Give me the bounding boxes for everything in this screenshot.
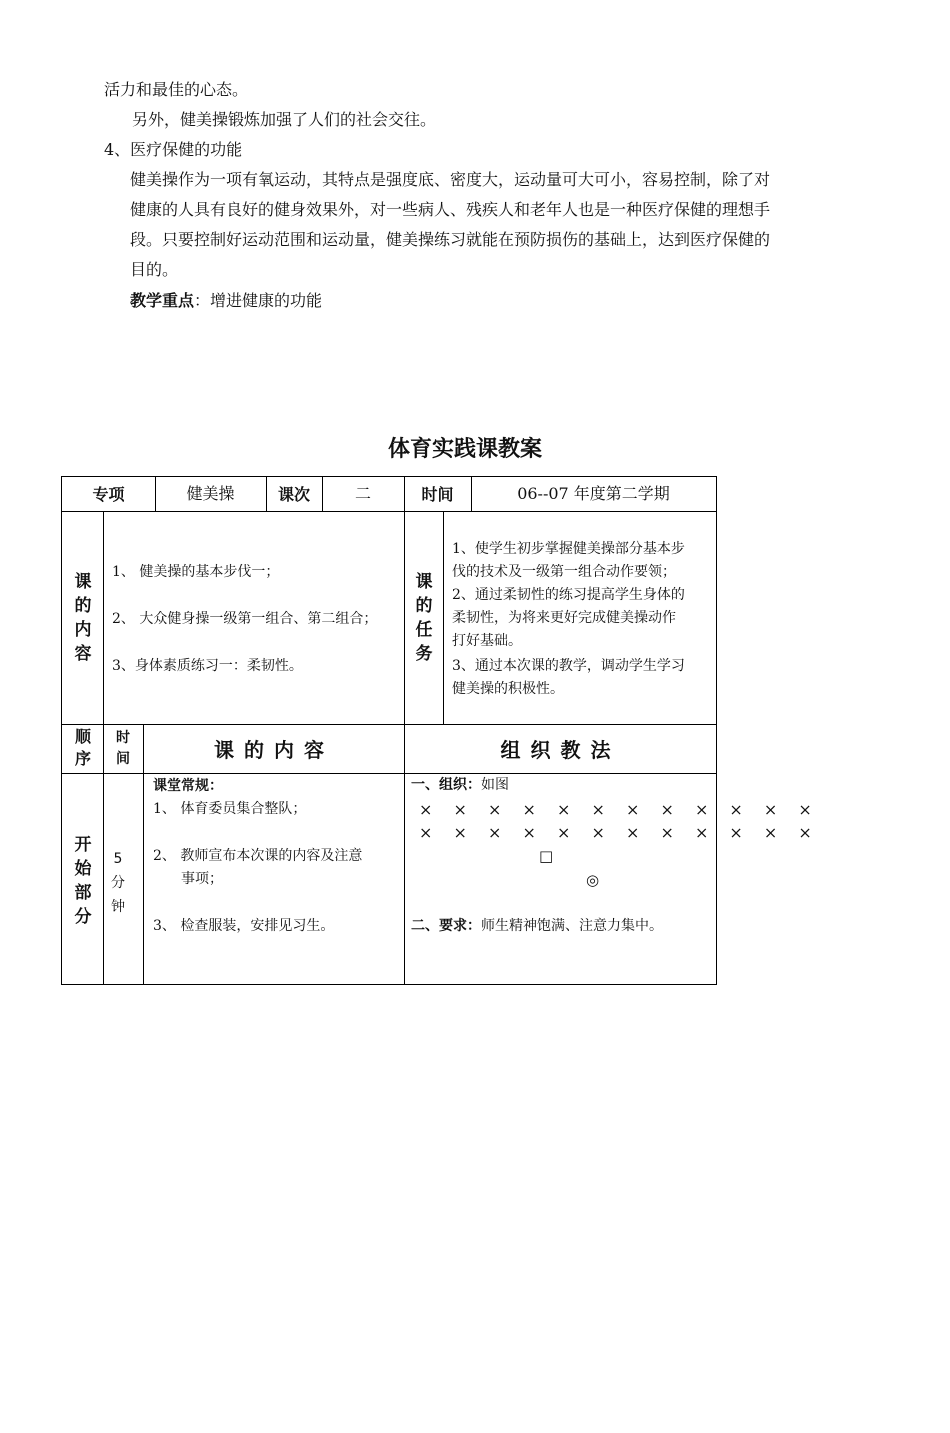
teacher-position-icon: □ (539, 847, 554, 865)
method-header: 组织教法 (500, 738, 621, 762)
organization-text: 如图 (481, 777, 509, 793)
paragraph-line: 健康的人具有良好的健身效果外，对一些病人、残疾人和老年人也是一种医疗保健的理想手 (130, 200, 771, 219)
task-line: 1、使学生初步掌握健美操部分基本步 (452, 541, 685, 557)
row-divider (62, 511, 716, 512)
row-divider (62, 773, 716, 774)
lesson-task-label: 课 的 任 务 (415, 572, 433, 664)
lesson-plan-table (61, 476, 820, 985)
routine-item: 1、 体育委员集合整队； (153, 801, 307, 817)
content-item: 2、 大众健身操一级第一组合、第二组合； (112, 611, 378, 627)
formation-row: × × × × × × × × × × × × (419, 823, 820, 842)
marker-icon: ◎ (586, 871, 600, 889)
start-section-label: 开 始 部 分 (74, 835, 92, 927)
requirement (411, 915, 663, 938)
task-line: 健美操的积极性。 (452, 681, 564, 697)
order-header: 顺 序 (74, 727, 91, 768)
page-title: 体育实践课教案 (387, 437, 542, 462)
teaching-focus (130, 291, 322, 311)
teaching-focus-label: 教学重点 (130, 291, 195, 310)
requirement-label: 二、要求： (411, 918, 481, 934)
paragraph-line: 段。只要控制好运动范围和运动量，健美操练习就能在预防损伤的基础上，达到医疗保健的 (130, 230, 771, 249)
task-line: 柔韧性，为将来更好完成健美操动作 (452, 610, 676, 626)
formation-row: × × × × × × × × × × × × (419, 800, 820, 819)
paragraph-line: 健美操作为一项有氧运动，其特点是强度底、密度大，运动量可大可小，容易控制，除了对 (130, 170, 771, 189)
col-divider (143, 724, 144, 985)
task-line: 打好基础。 (452, 633, 522, 649)
section-heading-4: 4、医疗保健的功能 (104, 140, 243, 159)
routine-item: 3、 检查服装，安排见习生。 (153, 918, 335, 934)
organization (411, 774, 509, 797)
lesson-content-label: 课 的 内 容 (74, 572, 92, 664)
col-divider (404, 477, 405, 985)
duration: 5 分 钟 (111, 851, 125, 915)
content-item: 1、 健美操的基本步伐一； (112, 564, 280, 580)
task-line: 2、通过柔韧性的练习提高学生身体的 (452, 587, 685, 603)
content-item: 3、身体素质练习一：柔韧性。 (112, 658, 303, 674)
topic-value: 健美操 (186, 484, 235, 503)
time-value: 06--07 年度第二学期 (517, 484, 670, 503)
organization-label: 一、组织： (411, 777, 481, 793)
lesson-number-label: 课次 (277, 485, 310, 504)
paragraph-line: 目的。 (130, 260, 179, 279)
intro-line-2: 另外，健美操锻炼加强了人们的社会交往。 (132, 110, 437, 129)
time-header: 时 间 (116, 730, 130, 767)
task-line: 伐的技术及一级第一组合动作要领； (452, 564, 676, 580)
topic-label: 专项 (92, 485, 125, 504)
routine-title: 课堂常规： (153, 778, 223, 794)
lesson-number-value: 二 (354, 484, 371, 503)
requirement-text: 师生精神饱满、注意力集中。 (481, 918, 663, 934)
routine-item-cont: 事项； (181, 871, 223, 887)
teaching-focus-text: ：增进健康的功能 (194, 291, 323, 310)
row-divider (62, 724, 716, 725)
task-line: 3、通过本次课的教学，调动学生学习 (452, 658, 685, 674)
intro-line-1: 活力和最佳的心态。 (104, 80, 249, 99)
content-header: 课的内容 (214, 738, 334, 762)
routine-item: 2、 教师宣布本次课的内容及注意 (153, 848, 363, 864)
time-label: 时间 (421, 485, 454, 504)
